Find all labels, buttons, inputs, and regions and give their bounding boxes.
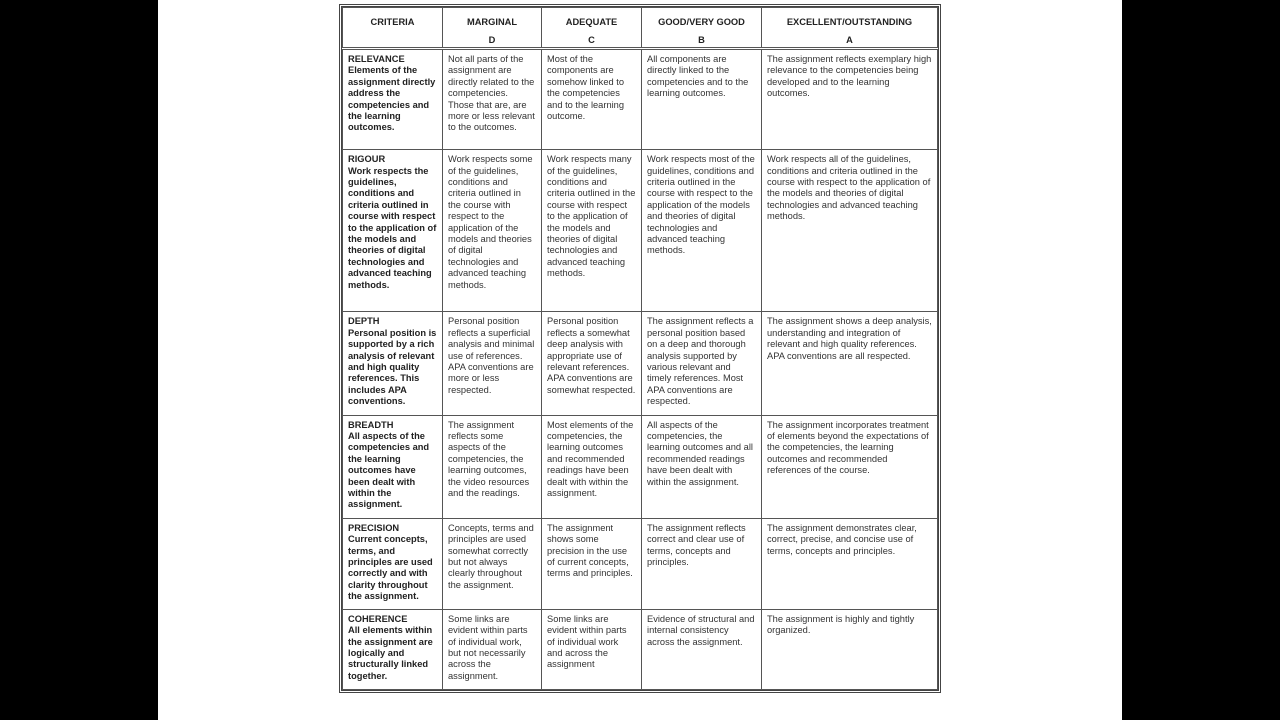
rubric-cell: All components are directly linked to the competencies and to the learning outcomes.	[642, 49, 762, 150]
criteria-description: Elements of the assignment directly address the competencies and the learning outcomes.	[348, 65, 436, 133]
header-label: MARGINAL	[466, 17, 518, 27]
header-marginal	[443, 8, 542, 49]
header-adequate	[542, 8, 642, 49]
rubric-cell: The assignment incorporates treatment of elements beyond the expectations of the competencies, the learning outcomes and recommended references of the course.	[762, 415, 938, 518]
rubric-cell: Most of the components are somehow linked to the competencies and to the learning outcome.	[542, 49, 642, 150]
rubric-cell: The assignment reflects correct and clear use of terms, concepts and principles.	[642, 518, 762, 609]
rubric-cell: The assignment demonstrates clear, correct, precise, and concise use of terms, concepts and principles.	[762, 518, 938, 609]
table-row	[343, 518, 938, 609]
rubric-cell: Personal position reflects a superficial analysis and minimal use of references. APA conventions are more or less respected.	[443, 312, 542, 415]
rubric-cell: Not all parts of the assignment are directly related to the competencies. Those that are, are more or less relevant to the outcomes.	[443, 49, 542, 150]
criteria-cell	[343, 415, 443, 518]
criteria-cell	[343, 518, 443, 609]
rubric-cell: The assignment reflects exemplary high relevance to the competencies being developed and to the learning outcomes.	[762, 49, 938, 150]
criteria-description: Work respects the guidelines, conditions and criteria outlined in course with respect to the application of the models and theories of digital technologies and advanced teaching methods.	[348, 165, 437, 290]
criteria-cell	[343, 609, 443, 689]
header-label: GOOD/VERY GOOD	[658, 17, 745, 27]
rubric-cell: Personal position reflects a somewhat deep analysis with appropriate use of relevant references. APA conventions are somewhat respected.	[542, 312, 642, 415]
rubric-cell: Some links are evident within parts of individual work and across the assignment	[542, 609, 642, 689]
header-grade: B	[698, 35, 705, 46]
rubric-cell: Concepts, terms and principles are used somewhat correctly but not always clearly throughout the assignment.	[443, 518, 542, 609]
rubric-cell: Work respects all of the guidelines, conditions and criteria outlined in the course with respect to the application of the models and theories of digital technologies and advanced teaching methods.	[762, 150, 938, 312]
header-criteria	[343, 8, 443, 49]
criteria-description: Personal position is supported by a rich analysis of relevant and high quality references. This includes APA conventions.	[348, 327, 437, 407]
rubric-cell: The assignment reflects a personal position based on a deep and thorough analysis supported by various relevant and timely references. Most APA conventions are respected.	[642, 312, 762, 415]
rubric-cell: Most elements of the competencies, the learning outcomes and recommended readings have been dealt with within the assignment.	[542, 415, 642, 518]
rubric-cell: All aspects of the competencies, the learning outcomes and all recommended readings have been dealt with within the assignment.	[642, 415, 762, 518]
rubric-cell: Some links are evident within parts of individual work, but not necessarily across the assignment.	[443, 609, 542, 689]
rubric-cell: The assignment shows a deep analysis, understanding and integration of relevant and high quality references. APA conventions are all respected.	[762, 312, 938, 415]
criteria-cell	[343, 150, 443, 312]
criteria-title: BREADTH	[348, 419, 394, 430]
rubric-cell: The assignment shows some precision in the use of current concepts, terms and principles.	[542, 518, 642, 609]
rubric-cell: Evidence of structural and internal consistency across the assignment.	[642, 609, 762, 689]
criteria-description: All elements within the assignment are logically and structurally linked together.	[348, 625, 433, 681]
criteria-cell	[343, 312, 443, 415]
rubric-cell: The assignment reflects some aspects of the competencies, the learning outcomes, the video resources and the readings.	[443, 415, 542, 518]
table-row	[343, 415, 938, 518]
table-row	[343, 150, 938, 312]
header-label: ADEQUATE	[565, 17, 618, 27]
header-grade: D	[488, 35, 496, 46]
criteria-title: RELEVANCE	[348, 54, 405, 64]
rubric-cell: Work respects some of the guidelines, conditions and criteria outlined in the course with respect to the application of the models and theories of digital technologies and advanced teaching methods.	[443, 150, 542, 312]
criteria-cell	[343, 49, 443, 150]
header-good	[642, 8, 762, 49]
criteria-title: RIGOUR	[348, 154, 386, 165]
header-label: EXCELLENT/OUTSTANDING	[786, 17, 913, 27]
rubric-cell: The assignment is highly and tightly organized.	[762, 609, 938, 689]
criteria-title: PRECISION	[348, 522, 400, 533]
header-row	[343, 8, 938, 49]
criteria-title: COHERENCE	[348, 613, 408, 624]
header-excellent	[762, 8, 938, 49]
table-row	[343, 49, 938, 150]
rubric-cell: Work respects many of the guidelines, conditions and criteria outlined in the course with respect to the application of the models and theories of digital technologies and advanced teaching methods.	[542, 150, 642, 312]
criteria-title: DEPTH	[348, 316, 380, 327]
criteria-description: Current concepts, terms, and principles are used correctly and with clarity throughout the assignment.	[348, 534, 433, 602]
table-row	[343, 609, 938, 689]
header-grade: A	[846, 35, 853, 46]
rubric-cell: Work respects most of the guidelines, conditions and criteria outlined in the course with respect to the application of the models and theories of digital technologies and advanced teaching methods.	[642, 150, 762, 312]
rubric-table	[339, 4, 941, 693]
table-row	[343, 312, 938, 415]
header-grade: C	[588, 35, 595, 46]
criteria-description: All aspects of the competencies and the learning outcomes have been dealt with within the assignment.	[348, 430, 430, 510]
header-label: CRITERIA	[370, 17, 415, 27]
